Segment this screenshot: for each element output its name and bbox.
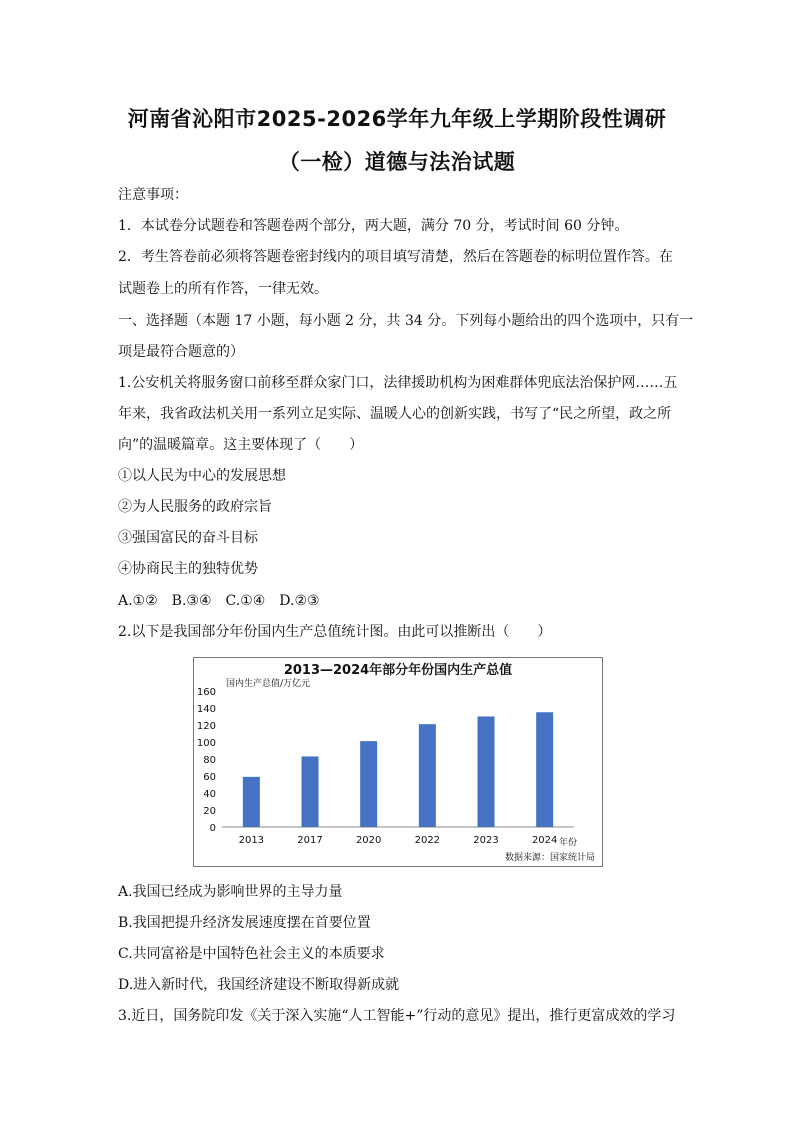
y-tick-label: 60 <box>203 772 216 783</box>
notice-item-2-line-2: 试题卷上的所有作答，一律无效。 <box>118 281 328 297</box>
title-line-2: （一检）道德与法治试题 <box>278 150 516 174</box>
chart-title: 2013—2024年部分年份国内生产总值 <box>283 663 513 678</box>
y-tick-label: 20 <box>203 806 216 817</box>
chart-bars <box>243 712 553 827</box>
question-2-option-d: D.进入新时代，我国经济建设不断取得新成就 <box>118 977 400 993</box>
bar-2013 <box>243 777 260 827</box>
question-1-line-1: 1.公安机关将服务窗口前移至群众家门口，法律援助机构为困难群体兜底法治保护网……五 <box>118 375 678 391</box>
y-tick-label: 140 <box>196 704 216 715</box>
bar-2023 <box>478 717 495 828</box>
bar-2024 <box>536 712 553 827</box>
question-1-statement-2: ②为人民服务的政府宗旨 <box>118 499 272 515</box>
title-line-1: 河南省沁阳市2025-2026学年九年级上学期阶段性调研 <box>127 107 667 131</box>
question-2-option-c: C.共同富裕是中国特色社会主义的本质要求 <box>118 946 385 962</box>
chart-source-note: 数据来源：国家统计局 <box>504 853 595 863</box>
chart-svg <box>194 658 602 866</box>
bar-2022 <box>419 724 436 827</box>
y-tick-label: 0 <box>209 823 216 834</box>
chart-x-axis-label: 年份 <box>559 838 578 848</box>
y-tick-label: 100 <box>196 738 216 749</box>
question-1-line-3: 向”的温暖篇章。这主要体现了（ ） <box>118 437 364 453</box>
chart-x-ticks <box>239 835 558 846</box>
question-1-statement-4: ④协商民主的独特优势 <box>118 561 258 577</box>
question-1-line-2: 年来，我省政法机关用一系列立足实际、温暖人心的创新实践，书写了“民之所望，政之所 <box>118 406 672 422</box>
question-1-choices: A.①② B.③④ C.①④ D.②③ <box>118 593 320 609</box>
y-tick-label: 40 <box>203 789 216 800</box>
x-tick-label: 2013 <box>238 835 265 846</box>
y-tick-label: 160 <box>196 687 216 698</box>
question-2-option-a: A.我国已经成为影响世界的主导力量 <box>118 884 343 900</box>
notice-item-2-line-1: 2．考生答卷前必须将答题卷密封线内的项目填写清楚，然后在答题卷的标明位置作答。在 <box>118 249 673 265</box>
chart-y-ticks <box>197 687 216 834</box>
section-1-line-1: 一、选择题（本题 17 小题，每小题 2 分，共 34 分。下列每小题给出的四个选项中，只有一 <box>118 313 694 329</box>
question-2-option-b: B.我国把提升经济发展速度摆在首要位置 <box>118 915 371 931</box>
x-tick-label: 2023 <box>473 835 499 846</box>
y-tick-label: 120 <box>196 721 216 732</box>
bar-2020 <box>360 741 377 827</box>
section-1-line-2: 项是最符合题意的） <box>118 344 244 360</box>
notice-item-1: 1．本试卷分试题卷和答题卷两个部分，两大题，满分 70 分，考试时间 60 分钟。 <box>118 218 629 234</box>
x-tick-label: 2017 <box>297 835 323 846</box>
bar-2017 <box>302 756 319 827</box>
question-2-stem: 2.以下是我国部分年份国内生产总值统计图。由此可以推断出（ ） <box>118 624 552 640</box>
notice-heading: 注意事项： <box>118 187 188 203</box>
y-tick-label: 80 <box>203 755 216 766</box>
x-tick-label: 2020 <box>355 835 382 846</box>
question-1-statement-1: ①以人民为中心的发展思想 <box>118 468 286 484</box>
question-3-line-1: 3.近日，国务院印发《关于深入实施“人工智能+”行动的意见》提出，推行更富成效的学习 <box>118 1008 676 1024</box>
x-tick-label: 2022 <box>414 835 441 846</box>
gdp-bar-chart <box>193 657 603 867</box>
question-1-statement-3: ③强国富民的奋斗目标 <box>118 530 258 546</box>
chart-y-axis-label: 国内生产总值/万亿元 <box>226 679 311 689</box>
x-tick-label: 2024 <box>531 835 558 846</box>
